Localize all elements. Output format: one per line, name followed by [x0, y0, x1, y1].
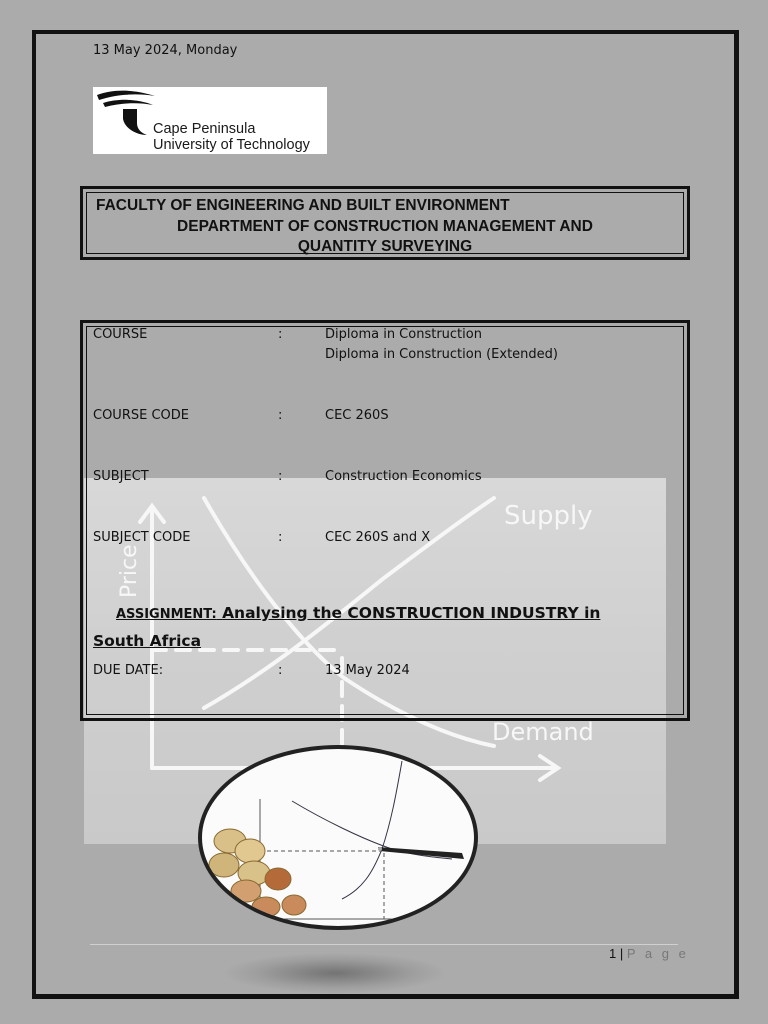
course-code-colon: :	[278, 408, 283, 423]
subject-label: SUBJECT	[93, 469, 149, 484]
price-label: Price	[117, 544, 142, 598]
logo-text	[153, 121, 310, 153]
subject-code-colon: :	[278, 530, 283, 545]
faculty-name: FACULTY OF ENGINEERING AND BUILT ENVIRONMENT	[96, 197, 510, 214]
subject-code-value: CEC 260S and X	[325, 530, 431, 545]
faculty-box	[80, 186, 690, 260]
coins-graph-illustration	[202, 749, 478, 930]
subject-colon: :	[278, 469, 283, 484]
coins-graph-photo	[198, 745, 478, 930]
footer-rule	[90, 944, 678, 945]
decorative-shadow	[225, 953, 445, 993]
course-info-inner-border	[86, 326, 684, 715]
course-label: COURSE	[93, 327, 148, 342]
department-line2: QUANTITY SURVEYING	[297, 238, 473, 255]
faculty-inner-border	[86, 192, 684, 254]
university-logo	[93, 87, 327, 154]
due-date-label: DUE DATE:	[93, 663, 164, 678]
subject-value: Construction Economics	[325, 469, 482, 484]
course-colon: :	[278, 327, 283, 342]
assignment-title	[93, 600, 653, 654]
assignment-prefix: ASSIGNMENT:	[116, 607, 217, 622]
page-number: 1	[609, 946, 617, 961]
due-date-value: 13 May 2024	[325, 663, 410, 678]
course-value-1: Diploma in Construction	[325, 327, 482, 342]
page-word: P a g e	[626, 946, 689, 961]
course-code-value: CEC 260S	[325, 408, 389, 423]
course-code-label: COURSE CODE	[93, 408, 189, 423]
logo-line1: Cape Peninsula	[153, 121, 256, 137]
course-info-box	[80, 320, 690, 721]
course-value-2: Diploma in Construction (Extended)	[325, 347, 558, 362]
page-separator: |	[619, 946, 624, 961]
due-date-colon: :	[278, 663, 283, 678]
assignment-text: Analysing the CONSTRUCTION INDUSTRY in South Africa	[93, 604, 601, 650]
page-footer	[609, 946, 689, 961]
subject-code-label: SUBJECT CODE	[93, 530, 191, 545]
department-name	[87, 217, 683, 257]
demand-label: Demand	[492, 718, 594, 746]
department-line1: DEPARTMENT OF CONSTRUCTION MANAGEMENT AND	[177, 218, 593, 235]
logo-line2: University of Technology	[153, 137, 310, 153]
supply-label: Supply	[504, 501, 593, 531]
date-line: 13 May 2024, Monday	[93, 43, 238, 58]
